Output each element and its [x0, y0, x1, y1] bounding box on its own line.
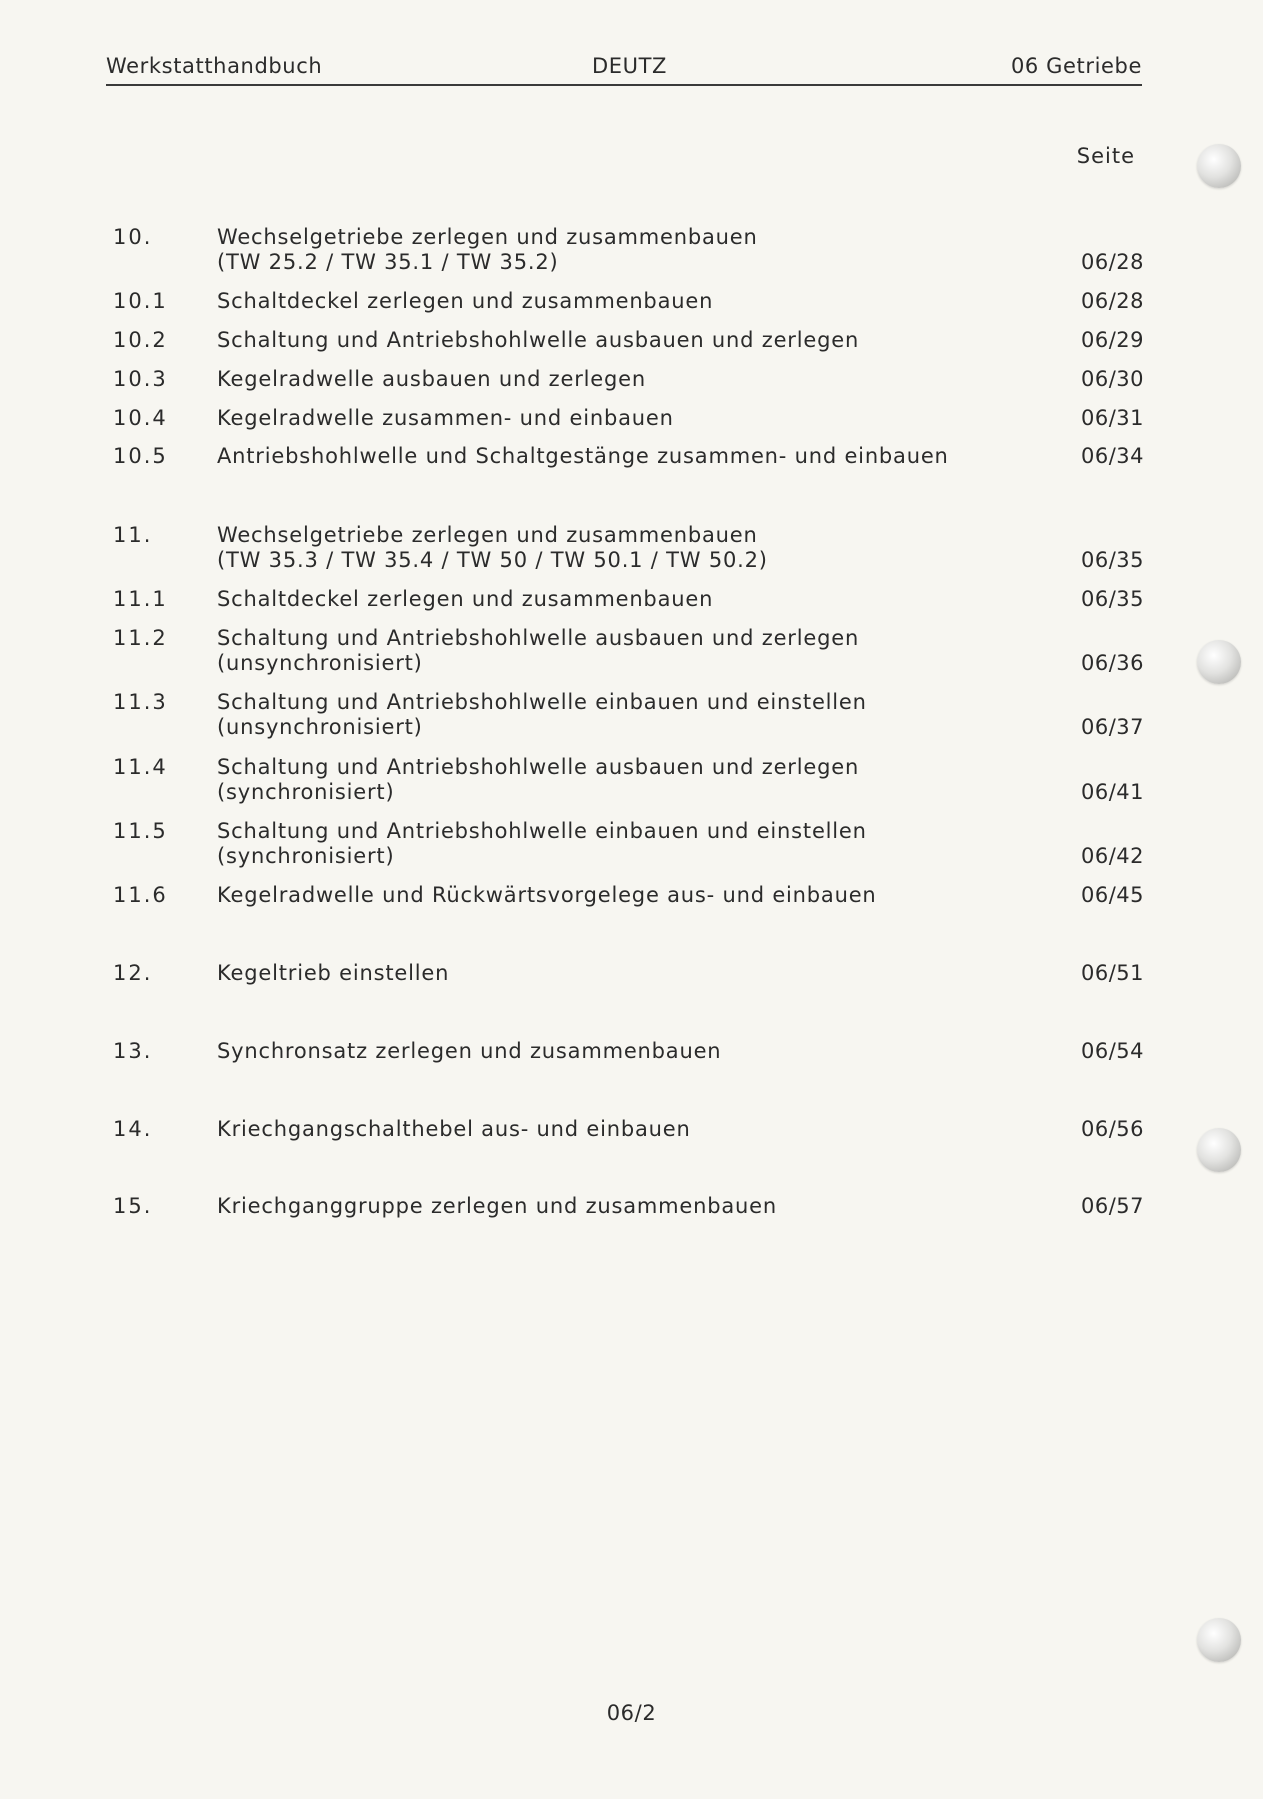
toc-entry-title-line: Kegelradwelle ausbauen und zerlegen — [217, 367, 646, 391]
toc-entry-title — [217, 883, 957, 908]
toc-entry-page: 06/54 — [1080, 1039, 1144, 1063]
toc-entry-title — [217, 406, 957, 431]
toc-entry-page: 06/51 — [1080, 961, 1144, 985]
toc-entry-number: 10.2 — [113, 328, 168, 352]
toc-entry-title-line: Kegelradwelle zusammen- und einbauen — [217, 406, 674, 430]
toc-entry-title — [217, 690, 957, 740]
toc-entry-page: 06/35 — [1080, 548, 1144, 572]
page-number: 06/2 — [606, 1701, 657, 1725]
toc-entry-title-line: Wechselgetriebe zerlegen und zusammenbauen — [217, 523, 758, 547]
toc-entry-title — [217, 225, 957, 275]
toc-entry-page: 06/36 — [1080, 651, 1144, 675]
toc-entry-number: 11.6 — [113, 883, 168, 907]
header-brand: DEUTZ — [592, 54, 668, 78]
toc-entry-title-line: Synchronsatz zerlegen und zusammenbauen — [217, 1039, 722, 1063]
toc-entry-title — [217, 328, 957, 353]
toc-entry-number: 10.1 — [113, 289, 168, 313]
header-manual-title: Werkstatthandbuch — [106, 54, 323, 78]
toc-entry-number: 10.4 — [113, 406, 168, 430]
header-chapter: 06 Getriebe — [1010, 54, 1142, 78]
toc-entry-title — [217, 523, 957, 573]
toc-entry-title-line: Kegeltrieb einstellen — [217, 961, 450, 985]
toc-entry-title-line: Schaltdeckel zerlegen und zusammenbauen — [217, 289, 714, 313]
toc-entry-number: 10. — [113, 225, 153, 249]
toc-entry-title-line: Kegelradwelle und Rückwärtsvorgelege aus- und einbauen — [217, 883, 877, 907]
toc-entry-title-line: (unsynchronisiert) — [217, 715, 423, 739]
punch-hole-icon — [1197, 640, 1241, 684]
toc-entry-number: 13. — [113, 1039, 153, 1063]
toc-entry-page: 06/30 — [1080, 367, 1144, 391]
toc-entry-title — [217, 1117, 957, 1142]
page-column-label: Seite — [1076, 144, 1135, 168]
toc-entry-number: 12. — [113, 961, 153, 985]
toc-entry-page: 06/41 — [1080, 780, 1144, 804]
toc-entry-number: 15. — [113, 1194, 153, 1218]
punch-hole-icon — [1197, 1128, 1241, 1172]
toc-entry-page: 06/57 — [1080, 1194, 1144, 1218]
toc-entry-page: 06/42 — [1080, 844, 1144, 868]
toc-entry-title-line: Kriechganggruppe zerlegen und zusammenbauen — [217, 1194, 777, 1218]
toc-entry-title-line: Schaltung und Antriebshohlwelle einbauen und einstellen — [217, 690, 867, 714]
page-header — [106, 52, 1142, 86]
toc-entry-title-line: (unsynchronisiert) — [217, 651, 423, 675]
toc-entry-title — [217, 587, 957, 612]
toc-entry-number: 14. — [113, 1117, 153, 1141]
toc-entry-title-line: (TW 35.3 / TW 35.4 / TW 50 / TW 50.1 / TW 50.2) — [217, 548, 768, 572]
toc-entry-title-line: Kriechgangschalthebel aus- und einbauen — [217, 1117, 691, 1141]
toc-entry-title — [217, 444, 957, 469]
toc-entry-number: 10.3 — [113, 367, 168, 391]
toc-entry-title-line: Wechselgetriebe zerlegen und zusammenbauen — [217, 225, 758, 249]
punch-hole-icon — [1197, 144, 1241, 188]
toc-entry-title-line: (synchronisiert) — [217, 844, 395, 868]
toc-entry-page: 06/35 — [1080, 587, 1144, 611]
toc-entry-title — [217, 1194, 957, 1219]
toc-entry-title-line: Schaltung und Antriebshohlwelle einbauen und einstellen — [217, 819, 867, 843]
toc-entry-title — [217, 626, 957, 676]
toc-entry-page: 06/37 — [1080, 715, 1144, 739]
toc-entry-number: 11. — [113, 523, 153, 547]
toc-entry-page: 06/28 — [1080, 289, 1144, 313]
toc-entry-page: 06/29 — [1080, 328, 1144, 352]
toc-entry-number: 10.5 — [113, 444, 168, 468]
toc-entry-number: 11.3 — [113, 690, 168, 714]
toc-entry-page: 06/34 — [1080, 444, 1144, 468]
toc-entry-page: 06/56 — [1080, 1117, 1144, 1141]
toc-entry-number: 11.2 — [113, 626, 168, 650]
toc-entry-title — [217, 1039, 957, 1064]
toc-entry-page: 06/45 — [1080, 883, 1144, 907]
toc-entry-title-line: (TW 25.2 / TW 35.1 / TW 35.2) — [217, 250, 559, 274]
punch-hole-icon — [1197, 1618, 1241, 1662]
toc-entry-title — [217, 819, 957, 869]
toc-entry-title — [217, 289, 957, 314]
toc-entry-title — [217, 755, 957, 805]
toc-entry-title-line: Schaltdeckel zerlegen und zusammenbauen — [217, 587, 714, 611]
toc-entry-number: 11.1 — [113, 587, 168, 611]
toc-entry-title-line: Antriebshohlwelle und Schaltgestänge zusammen- und einbauen — [217, 444, 949, 468]
toc-entry-page: 06/31 — [1080, 406, 1144, 430]
toc-entry-title — [217, 367, 957, 392]
toc-entry-page: 06/28 — [1080, 250, 1144, 274]
toc-entry-title-line: (synchronisiert) — [217, 780, 395, 804]
toc-entry-title-line: Schaltung und Antriebshohlwelle ausbauen und zerlegen — [217, 328, 860, 352]
toc-entry-title-line: Schaltung und Antriebshohlwelle ausbauen und zerlegen — [217, 755, 860, 779]
toc-entry-title-line: Schaltung und Antriebshohlwelle ausbauen und zerlegen — [217, 626, 860, 650]
toc-entry-number: 11.4 — [113, 755, 168, 779]
toc-entry-title — [217, 961, 957, 986]
toc-entry-number: 11.5 — [113, 819, 168, 843]
